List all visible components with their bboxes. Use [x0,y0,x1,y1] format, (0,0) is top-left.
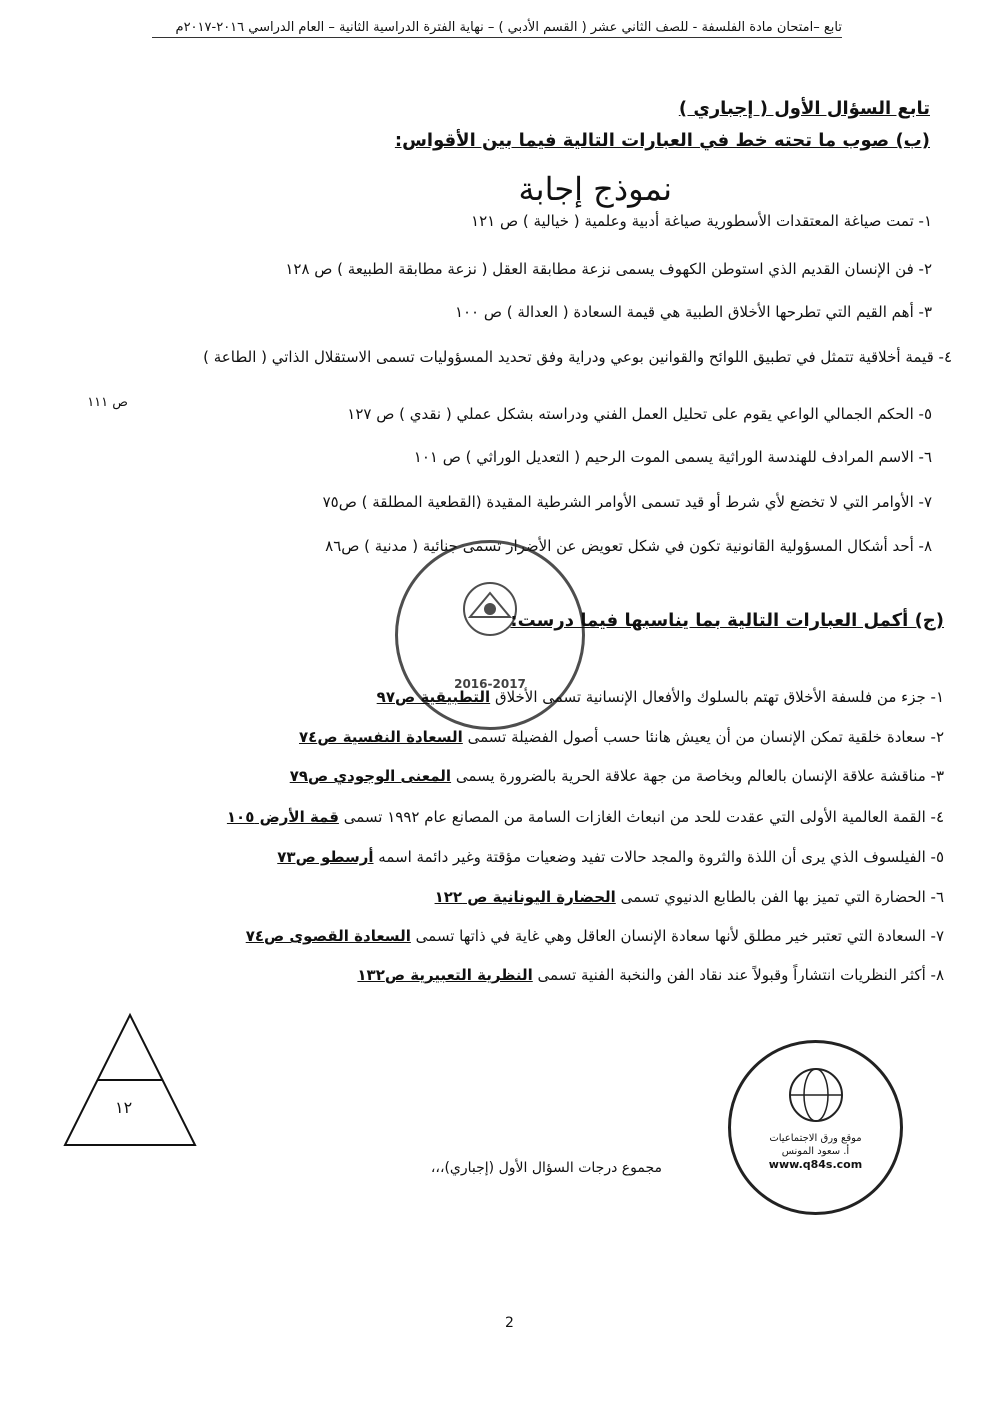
section-c-item-6 [435,888,944,906]
section-c-item-answer: الحضارة اليونانية ص ١٢٢ [434,888,616,906]
logo-text [769,1132,862,1172]
section-c-item-4 [227,808,944,826]
site-logo [728,1040,903,1215]
model-answer-heading: نموذج إجابة [518,170,672,208]
section-c-item-5 [277,848,944,866]
section-c-item-answer: النظرية التعبيرية ص١٣٢ [357,966,533,984]
section-b-item-7: ٧- الأوامر التي لا تخضع لأي شرط أو قيد تسمى الأوامر الشرطية المقيدة (القطعية المطلقة ) ص٧٥ [322,493,932,511]
question-title: تابع السؤال الأول ( إجباري ) [678,98,930,119]
section-b-item-5: ٥- الحكم الجمالي الواعي يقوم على تحليل العمل الفني ودراسته بشكل عملي ( نقدي ) ص ١٢٧ [347,405,932,423]
item-4-page-ref: ص ١١١ [87,395,128,410]
logo-line-3: أ. سعود المونس [781,1146,850,1158]
score-triangle-icon [60,1010,200,1150]
section-c-item-text: ٤- القمة العالمية الأولى التي عقدت للحد من انبعاث الغازات السامة من المصانع عام ١٩٩٢ تسمى [343,808,944,826]
total-score-label: مجموع درجات السؤال الأول (إجباري)،،، [430,1160,662,1176]
section-c-title: (ج) أكمل العبارات التالية بما يناسبها فيما درست: [510,610,944,631]
section-b-item-3: ٣- أهم القيم التي تطرحها الأخلاق الطبية هي قيمة السعادة ( العدالة ) ص ١٠٠ [454,303,932,321]
section-c-item-text: ٦- الحضارة التي تميز بها الفن بالطابع الدنيوي تسمى [620,888,944,906]
section-c-item-text: ٣- مناقشة علاقة الإنسان بالعالم وبخاصة من جهة علاقة الحرية بالضرورة يسمى [455,767,944,785]
exam-header: تابع –امتحان مادة الفلسفة - للصف الثاني عشر ( القسم الأدبي ) – نهاية الفترة الدراسية الثانية – العام الدراسي ٢٠١٦-٢٠١٧م [152,20,842,38]
logo-url: www.q84s.com [768,1158,863,1172]
section-c-item-answer: السعادة القصوى ص٧٤ [245,927,411,945]
section-c-item-answer: أرسطو ص٧٣ [277,848,374,866]
section-c-item-text: ٨- أكثر النظريات انتشاراً وقبولاً عند نقاد الفن والنخبة الفنية تسمى [537,966,944,984]
section-c-item-text: ٢- سعادة خلقية تمكن الإنسان من أن يعيش هانئا حسب أصول الفضيلة تسمى [467,728,944,746]
section-b-item-4: ٤- قيمة أخلاقية تتمثل في تطبيق اللوائح والقوانين بوعي ودراية وفق تحديد المسؤوليات تسمى الاستقلال الذاتي ( الطاعة ) [203,348,952,366]
section-b-item-6: ٦- الاسم المرادف للهندسة الوراثية يسمى الموت الرحيم ( التعديل الوراثي ) ص ١٠١ [413,448,932,466]
logo-line-2: موقع ورق الاجتماعيات [769,1133,862,1145]
section-c-item-text: ٥- الفيلسوف الذي يرى أن اللذة والثروة والمجد حالات تفيد وضعيات مؤقتة وغير دائمة اسمه [378,848,944,866]
section-c-item-1 [377,688,944,706]
section-c-item-8 [357,966,944,984]
seal-year: 2016-2017 [454,677,526,691]
section-c-item-answer: المعنى الوجودي ص٧٩ [289,767,452,785]
section-c-item-7 [246,927,944,945]
section-c-item-2 [299,728,944,746]
section-b-item-1: ١- تمت صياغة المعتقدات الأسطورية صياغة أدبية وعلمية ( خيالية ) ص ١٢١ [471,212,932,230]
section-c-item-3 [290,767,944,785]
section-c-item-text: ٧- السعادة التي تعتبر خير مطلق لأنها سعادة الإنسان العاقل وهي غاية في ذاتها تسمى [415,927,944,945]
section-c-item-answer: قمة الأرض ١٠٥ [226,808,339,826]
section-b-item-8: ٨- أحد أشكال المسؤولية القانونية تكون في شكل تعويض عن الأضرار تسمى جنائية ( مدنية ) ص٨٦ [325,537,932,555]
page-number: 2 [505,1315,514,1331]
section-b-item-2: ٢- فن الإنسان القديم الذي استوطن الكهوف يسمى نزعة مطابقة العقل ( نزعة مطابقة الطبيعة ) ص ١٢٨ [285,260,932,278]
section-c-item-text: ١- جزء من فلسفة الأخلاق تهتم بالسلوك والأفعال الإنسانية تسمى الأخلاق [494,688,944,706]
globe-icon [776,1065,856,1125]
section-c-item-answer: السعادة النفسية ص٧٤ [299,728,463,746]
section-b-title: (ب) صوب ما تحته خط في العبارات التالية فيما بين الأقواس: [394,130,930,151]
section-c-item-answer: التطبيقية ص٩٧ [376,688,491,706]
score-value: ١٢ [115,1098,133,1117]
